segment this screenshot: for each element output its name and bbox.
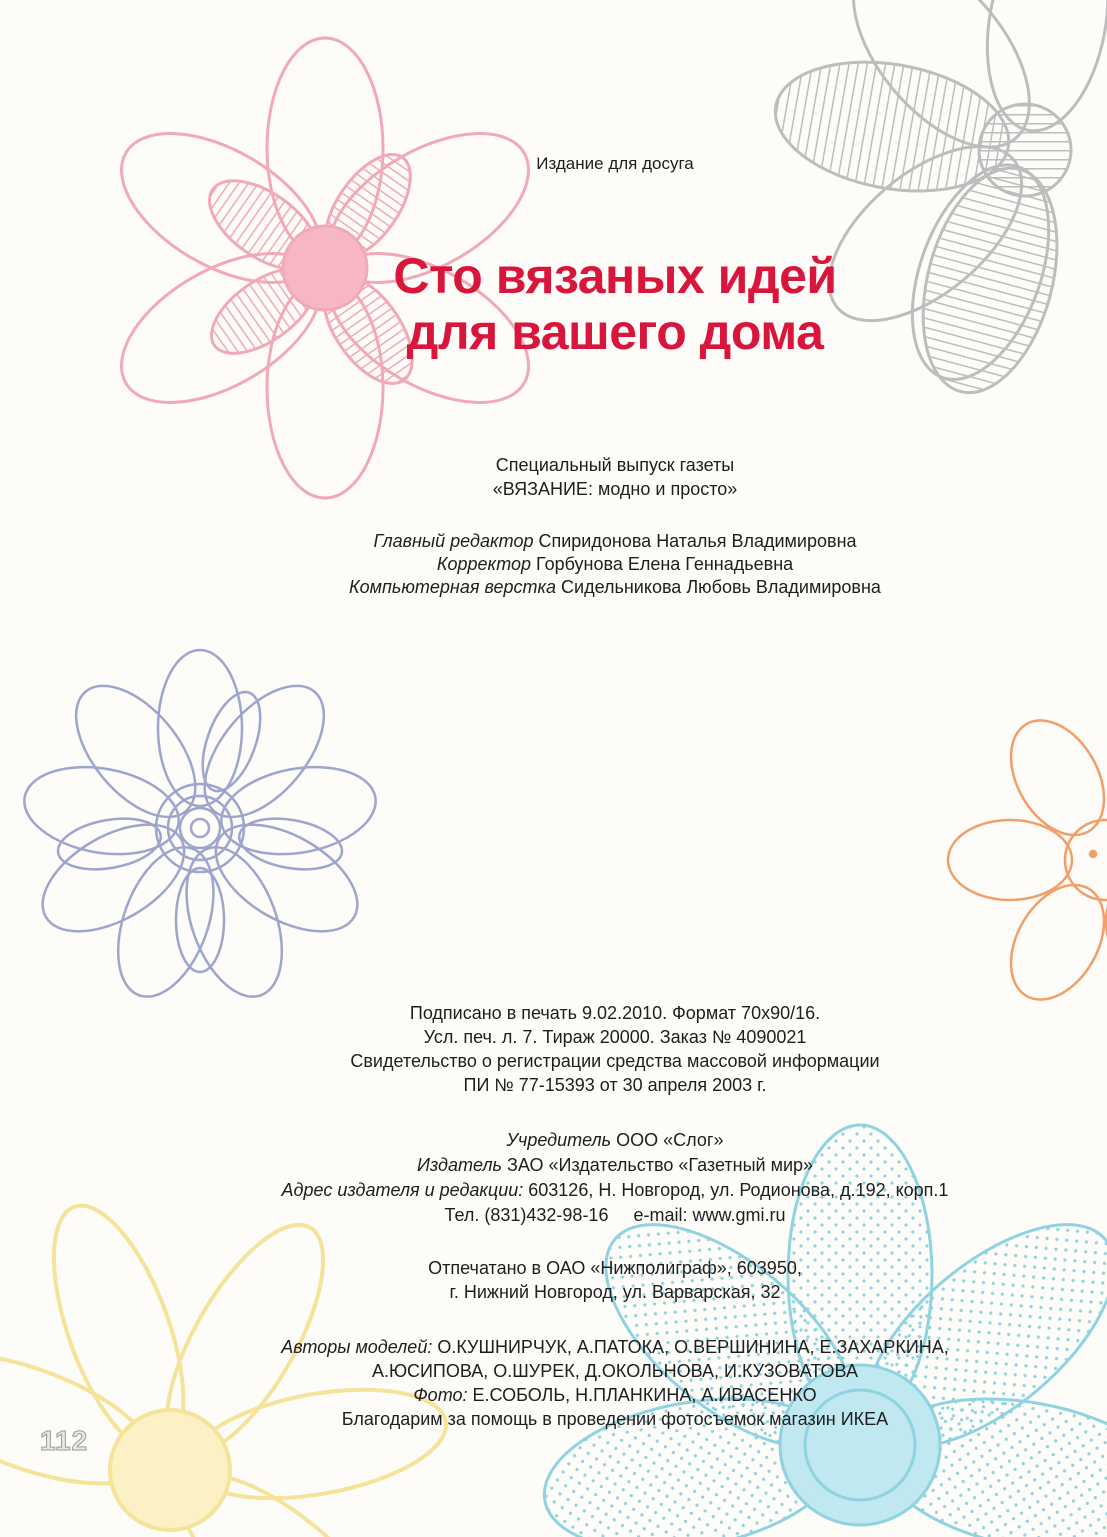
staff-row-editor [250,530,980,553]
staff-role: Главный редактор [373,531,534,551]
staff-name: Спиридонова Наталья Владимировна [538,531,857,551]
authors-line-1: О.КУШНИРЧУК, А.ПАТОКА, О.ВЕРШИНИНА, Е.ЗАХАРКИНА, [437,1337,949,1357]
address-value: 603126, Н. Новгород, ул. Родионова, д.192, корп.1 [528,1180,949,1200]
book-title [250,248,980,360]
page-number: 112 [40,1425,89,1456]
thanks-line: Благодарим за помощь в проведении фотосъемок магазин ИКЕА [341,1409,889,1429]
title-line-2: для вашего дома [406,304,824,360]
staff-row-corrector [250,553,980,576]
founder-label: Учредитель [506,1130,612,1150]
founder-value: ООО «Слог» [616,1130,724,1150]
photo-label: Фото: [413,1385,468,1405]
series-label: Издание для досуга [536,154,694,173]
publisher-value: ЗАО «Издательство «Газетный мир» [507,1155,814,1175]
phone: Тел. (831)432-98-16 [444,1205,609,1225]
publisher-label: Издатель [416,1155,502,1175]
print-info-line: ПИ № 77-15393 от 30 апреля 2003 г. [463,1075,767,1095]
subtitle-line-1: Специальный выпуск газеты [495,455,735,475]
print-info [230,1001,1000,1097]
address-label: Адрес издателя и редакции: [281,1180,524,1200]
photo-credits: Е.СОБОЛЬ, Н.ПЛАНКИНА, А.ИВАСЕНКО [472,1385,817,1405]
staff-name: Горбунова Елена Геннадьевна [536,554,794,574]
printed-line: Отпечатано в ОАО «Нижполиграф», 603950, [428,1258,802,1278]
staff-name: Сидельникова Любовь Владимировна [561,577,881,597]
authors-line-2: А.ЮСИПОВА, О.ШУРЕК, Д.ОКОЛЬНОВА, И.КУЗОВАТОВА [372,1361,858,1381]
print-info-line: Подписано в печать 9.02.2010. Формат 70x90/16. [409,1003,821,1023]
title-line-1: Сто вязаных идей [393,248,837,304]
staff-role: Корректор [436,554,532,574]
publisher-info [150,1128,1080,1228]
editorial-staff [250,530,980,599]
authors-row [150,1335,1080,1359]
founder-row [150,1128,1080,1153]
address-row [150,1178,1080,1203]
print-info-line: Свидетельство о регистрации средства массовой информации [350,1051,880,1071]
printed-by [380,1256,850,1304]
photo-row [150,1383,1080,1407]
credits [150,1335,1080,1431]
print-info-line: Усл. печ. л. 7. Тираж 20000. Заказ № 4090021 [423,1027,807,1047]
printed-line: г. Нижний Новгород, ул. Варварская, 32 [449,1282,781,1302]
staff-row-layout [250,576,980,599]
subtitle [380,453,850,501]
contact-row [150,1203,1080,1228]
publisher-row [150,1153,1080,1178]
authors-label: Авторы моделей: [281,1337,433,1357]
email: e-mail: www.gmi.ru [633,1205,786,1225]
subtitle-line-2: «ВЯЗАНИЕ: модно и просто» [492,479,738,499]
staff-role: Компьютерная верстка [349,577,556,597]
